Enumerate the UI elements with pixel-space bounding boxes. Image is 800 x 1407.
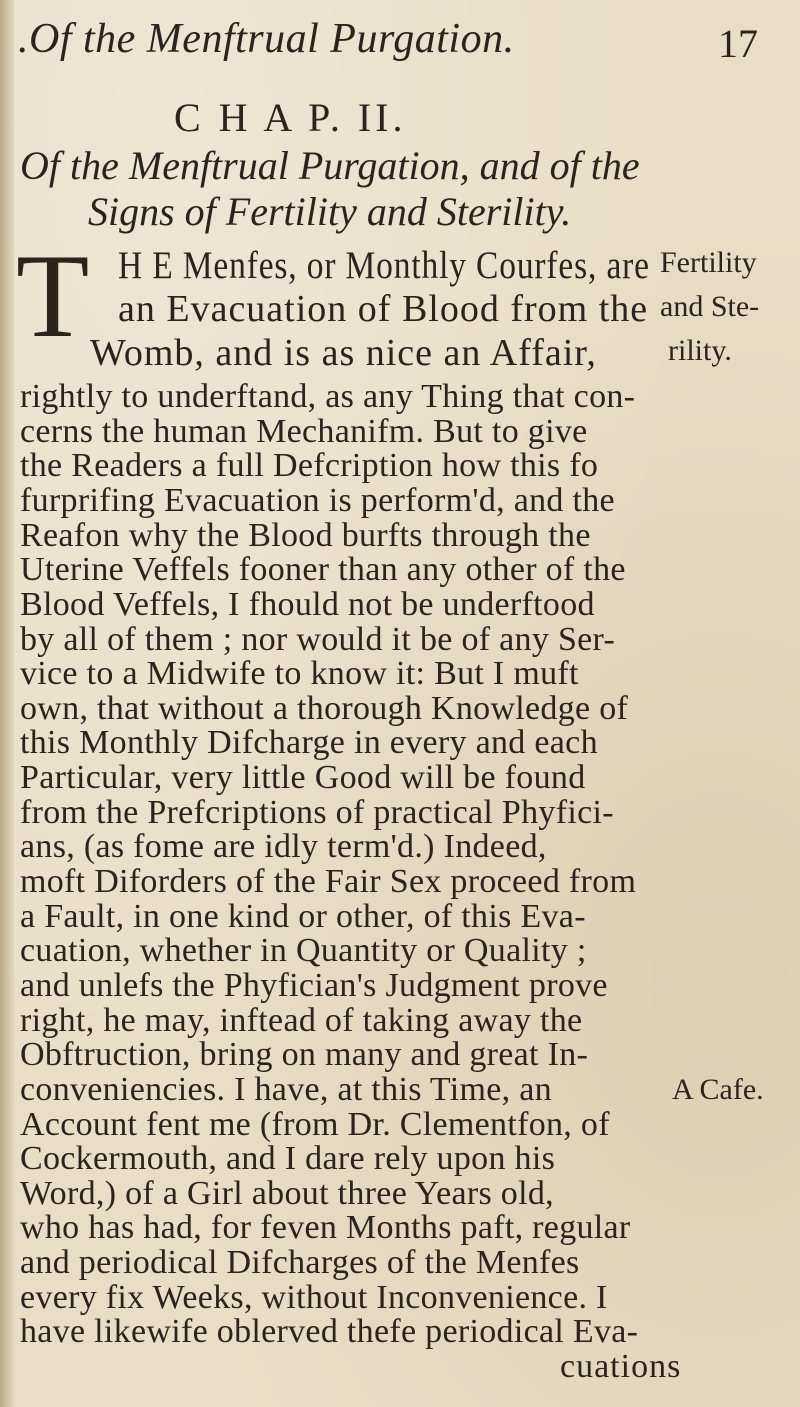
body-line-31: have likewife oblerved thefe periodical Eva- bbox=[20, 1313, 639, 1351]
body-line-25: Account fent me (from Dr. Clementfon, of bbox=[20, 1105, 610, 1143]
drop-cap: T bbox=[16, 229, 90, 362]
chapter-title-line-1: Of the Menftrual Purgation, and of the bbox=[20, 143, 640, 188]
body-line-26: Cockermouth, and I dare rely upon his bbox=[20, 1140, 556, 1178]
body-line-6: the Readers a full Defcription how this fo bbox=[20, 447, 599, 485]
catchword: cuations bbox=[560, 1348, 682, 1385]
chapter-title-line-2: Signs of Fertility and Sterility. bbox=[88, 189, 572, 234]
body-line-20: cuation, whether in Quantity or Quality ; bbox=[20, 932, 587, 970]
body-line-12: vice to a Midwife to know it: But I muft bbox=[20, 655, 579, 693]
body-line-23: Obftruction, bring on many and great In- bbox=[20, 1036, 589, 1074]
running-title: .Of the Menftrual Purgation. bbox=[18, 16, 515, 62]
body-line-10: Blood Veffels, I fhould not be underftood bbox=[20, 585, 595, 623]
body-line-17: ans, (as fome are idly term'd.) Indeed, bbox=[20, 828, 547, 866]
body-line-16: from the Prefcriptions of practical Phyfici- bbox=[20, 793, 614, 831]
body-line-5: cerns the human Mechanifm. But to give bbox=[20, 412, 588, 450]
body-line-19: a Fault, in one kind or other, of this Eva- bbox=[20, 897, 586, 935]
body-line-18: moft Diforders of the Fair Sex proceed from bbox=[20, 863, 637, 900]
body-line-4: rightly to underftand, as any Thing that con- bbox=[20, 378, 636, 415]
chapter-heading: C H A P. II. bbox=[174, 95, 407, 140]
body-line-15: Particular, very little Good will be found bbox=[20, 759, 586, 797]
margin-note-rility: rility. bbox=[668, 334, 732, 367]
page-number: 17 bbox=[718, 21, 758, 66]
body-line-3: Womb, and is as nice an Affair, bbox=[90, 332, 597, 374]
page-gutter bbox=[0, 0, 14, 1407]
body-line-11: by all of them ; nor would it be of any Ser- bbox=[20, 620, 616, 658]
body-line-24: conveniencies. I have, at this Time, an bbox=[20, 1070, 552, 1108]
body-line-28: who has had, for feven Months paft, regular bbox=[20, 1209, 631, 1247]
body-line-2: an Evacuation of Blood from the bbox=[118, 288, 649, 330]
body-line-13: own, that without a thorough Knowledge of bbox=[20, 689, 629, 727]
body-line-29: and periodical Difcharges of the Menfes bbox=[20, 1244, 580, 1282]
body-line-21: and unlefs the Phyfician's Judgment prove bbox=[20, 966, 608, 1004]
body-line-8: Reafon why the Blood burfts through the bbox=[20, 516, 591, 554]
margin-note-case: A Cafe. bbox=[672, 1072, 764, 1106]
body-line-27: Word,) of a Girl about three Years old, bbox=[20, 1174, 554, 1212]
body-line-7: furprifing Evacuation is perform'd, and the bbox=[20, 481, 615, 519]
body-line-9: Uterine Veffels fooner than any other of the bbox=[20, 551, 626, 589]
body-line-14: this Monthly Difcharge in every and each bbox=[20, 724, 598, 762]
body-line-1: H E Menfes, or Monthly Courfes, are bbox=[118, 244, 650, 287]
body-line-30: every fix Weeks, without Inconvenience. I bbox=[20, 1278, 608, 1316]
margin-note-sterility: and Ste- bbox=[660, 290, 760, 323]
margin-note-fertility: Fertility bbox=[660, 246, 757, 279]
body-line-22: right, he may, inftead of taking away the bbox=[20, 1001, 583, 1039]
